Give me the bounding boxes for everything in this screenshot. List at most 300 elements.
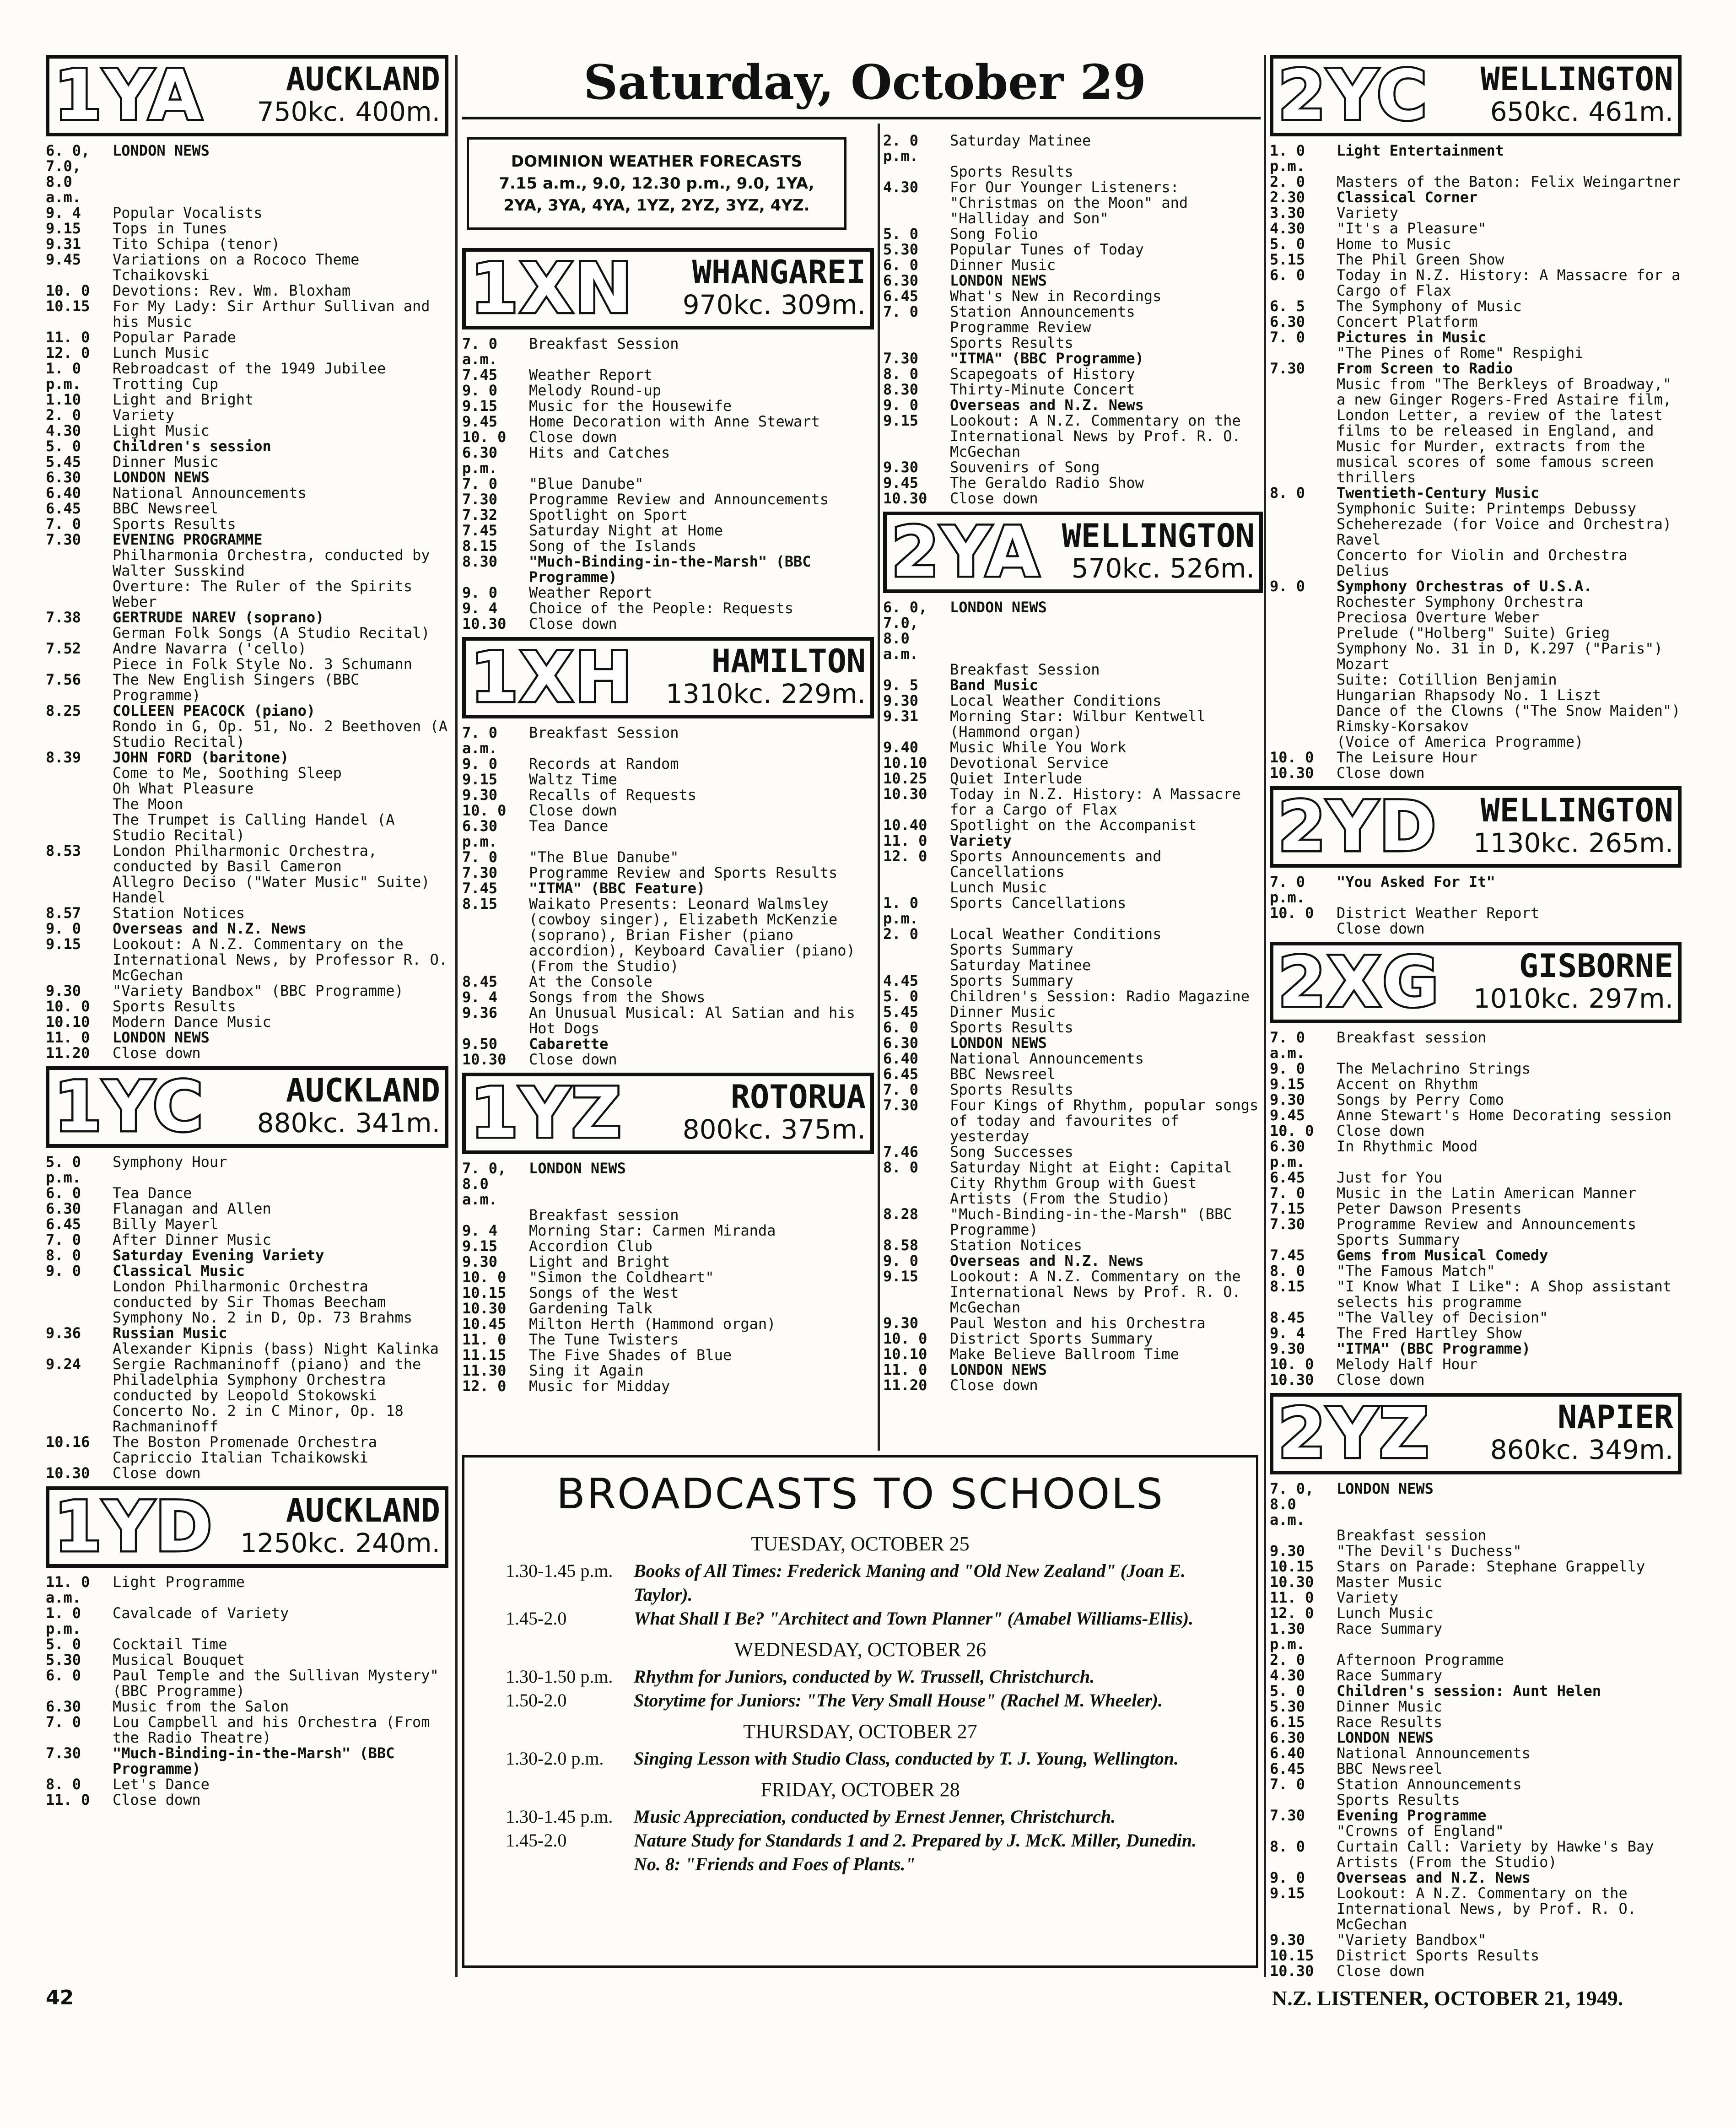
programme-title: "Variety Bandbox" (BBC Programme) [113, 982, 404, 999]
programme-time: 9.30 [883, 459, 919, 476]
programme-item [462, 865, 874, 880]
programme-title: Music from the Salon [113, 1698, 289, 1715]
programme-item [1270, 765, 1682, 781]
station-city: AUCKLAND [286, 1491, 440, 1529]
programme-item [1270, 1714, 1682, 1730]
programme-time: 7.15 [1270, 1200, 1305, 1217]
programme-title: Programme Review and Announcements [529, 491, 829, 508]
programme-time: 8. 0 [1270, 1838, 1305, 1855]
programme-title: Music for the Housewife [529, 397, 732, 415]
station-frequency [211, 1107, 440, 1140]
broadcast-description: Nature Study for Standards 1 and 2. Prepared by J. McK. Miller, Dunedin. No. 8: "Friends and Foes of Plants." [634, 1830, 1197, 1874]
programme-time: 1. 0 p.m. [1270, 142, 1305, 175]
programme-title: LONDON NEWS [950, 1361, 1047, 1378]
programme-time [1270, 345, 1337, 361]
programme-item [462, 1036, 874, 1052]
station-header-box [1270, 55, 1682, 136]
programme-item [46, 625, 448, 641]
weather-title: DOMINION WEATHER FORECASTS [511, 152, 803, 171]
programme-title: At the Console [529, 973, 652, 990]
programme-time: 11. 0 [46, 329, 90, 346]
station-header-box [46, 55, 448, 136]
programme-item [462, 507, 874, 523]
weather-forecast-box [467, 137, 846, 230]
programme-title: Rochester Symphony Orchestra [1337, 593, 1584, 610]
station-info [1447, 947, 1673, 1015]
frequency-kc: 880kc. [257, 1107, 346, 1139]
programme-title: Sports Summary [1337, 1231, 1460, 1248]
programme-time: 9.15 [462, 771, 498, 788]
programme-time: 9.30 [1270, 1931, 1305, 1949]
programme-time: 7.45 [1270, 1247, 1305, 1264]
programme-item [46, 1341, 448, 1356]
station-header-box [462, 1073, 874, 1154]
programme-title: Recalls of Requests [529, 786, 697, 804]
programme-title: Make Believe Ballroom Time [950, 1345, 1179, 1363]
programme-title: "ITMA" (BBC Programme) [950, 350, 1144, 367]
programme-time: 6.15 [1270, 1713, 1305, 1731]
programme-title: Local Weather Conditions [950, 692, 1162, 709]
programme-time [883, 335, 950, 351]
programme-time: 10.25 [883, 770, 927, 787]
programme-time [883, 942, 950, 957]
call-sign: 1YZ [470, 1074, 623, 1153]
programme-title: BBC Newsreel [1337, 1760, 1443, 1777]
programme-title: BBC Newsreel [113, 500, 219, 517]
programme-item [1270, 1885, 1682, 1932]
station-city: AUCKLAND [286, 1071, 440, 1109]
programme-title: Today in N.Z. History: A Massacre for a Cargo of Flax [950, 785, 1241, 818]
programme-time: 6.30 [46, 1698, 81, 1715]
programme-item [1270, 174, 1682, 189]
programme-time: 7.30 [46, 531, 81, 548]
programme-title: Sports Results [950, 163, 1073, 180]
programme-item [883, 133, 1263, 164]
programme-title: Light Music [113, 422, 210, 439]
programme-item [883, 304, 1263, 319]
programme-title: "Much-Binding-in-the-Marsh" (BBC Programme) [950, 1205, 1232, 1238]
programme-title: The Leisure Hour [1337, 749, 1478, 766]
programme-title: Tops in Tunes [113, 220, 227, 237]
programme-time: 8. 0 [883, 1159, 919, 1176]
station-frequency [210, 95, 440, 129]
programme-item [46, 1465, 448, 1481]
programme-title: LONDON NEWS [113, 1029, 210, 1046]
programme-time: 8. 0 [1270, 1262, 1305, 1279]
programme-title: Let's Dance [113, 1776, 210, 1793]
programme-time: 6. 0 [1270, 266, 1305, 284]
station-2YC [1270, 55, 1682, 781]
programme-item [1270, 1123, 1682, 1139]
programme-item [1270, 1061, 1682, 1076]
programme-title: Quiet Interlude [950, 770, 1082, 787]
programme-title: Breakfast Session [529, 724, 679, 741]
frequency-kc: 570kc. [1071, 552, 1161, 584]
programme-title: "Blue Danube" [529, 475, 644, 492]
programme-title: The Boston Promenade Orchestra [113, 1433, 377, 1451]
programme-title: Capriccio Italian Tchaikowski [113, 1449, 368, 1466]
programme-item [46, 999, 448, 1014]
programme-time [1270, 1792, 1337, 1808]
programme-time: 10.16 [46, 1433, 90, 1451]
programme-item [883, 226, 1263, 242]
programme-time: 5.30 [46, 1651, 81, 1668]
programme-title: Variations on a Rococo Theme Tchaikovski [113, 251, 360, 284]
programme-title: The Five Shades of Blue [529, 1346, 732, 1364]
programme-title: GERTRUDE NAREV (soprano) [113, 609, 324, 626]
programme-title: Saturday Matinee [950, 956, 1091, 974]
broadcast-description: What Shall I Be? "Architect and Town Planner" (Amabel Williams-Ellis). [634, 1608, 1194, 1629]
programme-title: Close down [113, 1464, 201, 1482]
station-header-box [462, 637, 874, 718]
programme-time: 10.15 [1270, 1558, 1314, 1575]
programme-item [462, 1301, 874, 1316]
programme-title: Lunch Music [1337, 1604, 1434, 1622]
programme-item [1270, 221, 1682, 236]
programme-time: 6.30 p.m. [462, 817, 498, 850]
programme-item [46, 610, 448, 625]
programme-title: Lunch Music [950, 879, 1047, 896]
programme-item [46, 1216, 448, 1232]
frequency-kc: 750kc. [257, 96, 346, 127]
programme-item [46, 1792, 448, 1808]
programme-title: Dinner Music [1337, 1698, 1443, 1715]
programme-item [883, 1082, 1263, 1097]
programme-time [1270, 687, 1337, 703]
programme-item [883, 693, 1263, 708]
programme-title: Symphony Hour [113, 1153, 227, 1171]
programme-time: 1. 0 p.m. [883, 894, 919, 927]
programme-time: 9. 4 [462, 1222, 498, 1239]
broadcast-description: Books of All Times: Frederick Maning and "Old New Zealand" (Joan E. Taylor). [634, 1560, 1186, 1605]
programme-title: Souvenirs of Song [950, 459, 1100, 476]
programme-title: "The Blue Danube" [529, 848, 679, 866]
programme-time: 9.45 [462, 413, 498, 430]
programme-time [883, 319, 950, 335]
station-header-box [1270, 786, 1682, 868]
programme-item [462, 1161, 874, 1207]
programme-time: 7. 0 [1270, 329, 1305, 346]
broadcast-time: 1.30-1.45 p.m. [506, 1560, 613, 1581]
programme-time [1270, 921, 1337, 936]
programme-title: Allegro Deciso ("Water Music" Suite) Handel [113, 873, 430, 906]
programme-time: 7. 0, 8.0 a.m. [1270, 1480, 1314, 1528]
programme-title: Song Folio [950, 225, 1038, 243]
station-1YD [46, 1486, 448, 1808]
programme-title: Andre Navarra ('cello) [113, 640, 307, 657]
programme-title: Sports Summary [950, 972, 1073, 989]
programme-time: 9. 0 [1270, 1060, 1305, 1077]
programme-item [1270, 516, 1682, 547]
programme-time: 9. 5 [883, 676, 919, 694]
programme-item [1270, 205, 1682, 221]
programme-title: Spotlight on the Accompanist [950, 816, 1197, 834]
programme-time [46, 625, 113, 641]
programme-item [1270, 578, 1682, 594]
programme-time: 9.36 [46, 1324, 81, 1342]
programme-title: London Philharmonic Orchestra conducted by Sir Thomas Beecham [113, 1278, 386, 1311]
programme-time: 10.45 [462, 1315, 507, 1333]
programme-item [1270, 1341, 1682, 1356]
programme-time: 4.30 [1270, 1667, 1305, 1684]
programme-title: District Weather Report [1337, 904, 1540, 922]
programme-time [46, 1341, 113, 1356]
programme-time: 9.36 [462, 1004, 498, 1021]
programme-item [46, 1263, 448, 1279]
programme-title: Just for You [1337, 1169, 1443, 1186]
programme-title: Thirty-Minute Concert [950, 381, 1135, 398]
programme-time [46, 1450, 113, 1465]
programme-time: 7. 0 [46, 515, 81, 533]
schools-schedule [506, 1532, 1215, 1876]
programme-title: Rondo in G, Op. 51, No. 2 Beethoven (A Studio Recital) [113, 718, 448, 750]
programme-title: The Fred Hartley Show [1337, 1324, 1522, 1342]
programme-time: 7. 0 [462, 848, 498, 866]
programme-item [46, 252, 448, 283]
programme-title: LONDON NEWS [950, 272, 1047, 289]
programme-time: 4.30 [883, 178, 919, 196]
programme-title: Weather Report [529, 584, 652, 601]
programme-item [462, 1207, 874, 1223]
programme-item [1270, 329, 1682, 345]
programme-time: 4.30 [1270, 220, 1305, 237]
programme-time: 5.15 [1270, 251, 1305, 268]
broadcast-time: 1.45-2.0 [506, 1608, 567, 1629]
wavelength-m: 526m. [1170, 552, 1255, 584]
programme-time: 5. 0 [46, 1636, 81, 1653]
programme-title: Breakfast session [1337, 1527, 1487, 1544]
programme-item [1270, 547, 1682, 578]
programme-item [1270, 1372, 1682, 1387]
programme-time [1270, 516, 1337, 547]
programme-time: 9.15 [883, 1268, 919, 1285]
programme-time [46, 578, 113, 610]
call-sign: 1YD [54, 1487, 214, 1567]
programme-time [46, 796, 113, 812]
programme-time: 10. 0 [462, 1269, 507, 1286]
programme-item [46, 438, 448, 454]
station-frequency [1435, 95, 1673, 129]
programme-title: Masters of the Baton: Felix Weingartner [1337, 173, 1681, 190]
programme-time: 6.40 [883, 1050, 919, 1067]
programme-title: Home to Music [1337, 235, 1451, 253]
programme-item [46, 1434, 448, 1450]
programme-item [1270, 734, 1682, 750]
programme-time: 9.15 [46, 935, 81, 953]
programme-item [1270, 1263, 1682, 1279]
programme-title: Paul Weston and his Orchestra [950, 1314, 1206, 1332]
programme-time [46, 1403, 113, 1434]
station-city: AUCKLAND [286, 60, 440, 98]
programme-item [1270, 1652, 1682, 1668]
programme-time: 9.15 [462, 397, 498, 415]
programme-item [46, 329, 448, 345]
programme-item [46, 1232, 448, 1247]
programme-title: Close down [950, 1377, 1038, 1394]
programme-time: 9. 0 [46, 1262, 81, 1279]
programme-title: Breakfast session [1337, 1029, 1487, 1046]
programme-time: 9.45 [46, 251, 81, 268]
programme-title: Dinner Music [113, 453, 219, 470]
programme-time: 8.57 [46, 904, 81, 922]
programme-item [883, 335, 1263, 351]
programme-time: 7.30 [462, 491, 498, 508]
wavelength-m: 349m. [1588, 1434, 1673, 1465]
programme-title: Breakfast Session [950, 661, 1100, 678]
programme-time: 10. 0 [462, 802, 507, 819]
programme-item [462, 1347, 874, 1363]
programme-title: District Sports Summary [950, 1330, 1153, 1347]
programme-time: 10. 0 [1270, 749, 1314, 766]
station-1YZ-continued [883, 133, 1263, 506]
programme-item [46, 345, 448, 361]
programme-title: Hungarian Rhapsody No. 1 Liszt [1337, 686, 1601, 704]
programme-title: Concerto for Violin and Orchestra Delius [1337, 546, 1628, 579]
programme-title: Gems from Musical Comedy [1337, 1247, 1548, 1264]
programme-title: The Moon [113, 795, 183, 813]
programme-time: 9.30 [462, 786, 498, 804]
programme-item [883, 1051, 1263, 1066]
programme-item [46, 874, 448, 905]
programme-item [46, 1014, 448, 1030]
programme-item [1270, 1839, 1682, 1870]
programme-item [1270, 1590, 1682, 1605]
programme-item [462, 616, 874, 632]
programme-title: Master Music [1337, 1573, 1443, 1591]
programme-item [46, 983, 448, 999]
programme-item [1270, 485, 1682, 501]
programme-title: "I Know What I Like": A Shop assistant selects his programme [1337, 1278, 1672, 1311]
programme-title: Modern Dance Music [113, 1013, 271, 1031]
programme-time: 10.30 [46, 1464, 90, 1482]
programme-time: 7.30 [46, 1744, 81, 1762]
programme-time: 7. 0 [1270, 1184, 1305, 1202]
programme-time: 11.20 [883, 1377, 927, 1394]
programme-time: 7. 0 p.m. [1270, 873, 1305, 906]
programme-title: Accent on Rhythm [1337, 1075, 1478, 1093]
programme-title: The New English Singers (BBC Programme) [113, 671, 360, 704]
programme-time [1270, 672, 1337, 687]
programme-time: 2. 0 p.m. [883, 132, 919, 165]
programme-time: 7.45 [462, 366, 498, 383]
programme-item [46, 656, 448, 672]
programme-title: Variety [113, 406, 174, 424]
programme-title: What's New in Recordings [950, 287, 1162, 305]
programme-item [46, 1310, 448, 1325]
programme-title: Overseas and N.Z. News [1337, 1869, 1531, 1886]
programme-time: 7. 0 a.m. [462, 335, 498, 368]
station-header-box [1270, 942, 1682, 1023]
programme-item [46, 1714, 448, 1745]
programme-time: 10. 0 [1270, 1355, 1314, 1373]
programme-item [1270, 1279, 1682, 1310]
broadcast-time: 1.30-1.50 p.m. [506, 1666, 613, 1687]
programme-title: Close down [529, 802, 617, 819]
programme-time: 2. 0 [1270, 173, 1305, 190]
programme-title: An Unusual Musical: Al Satian and his Hot Dogs [529, 1004, 855, 1037]
programme-time: 8. 0 [1270, 484, 1305, 502]
programme-item [1270, 1808, 1682, 1823]
programme-item [1270, 1185, 1682, 1201]
programme-title: "It's a Pleasure" [1337, 220, 1487, 237]
programme-time: 9. 0 [46, 920, 81, 937]
programme-item [46, 298, 448, 329]
programme-item [883, 1362, 1263, 1377]
programme-title: COLLEEN PEACOCK (piano) [113, 702, 316, 719]
programme-time: 3.30 [1270, 204, 1305, 221]
programme-time: 9.30 [46, 982, 81, 999]
programme-item [46, 1356, 448, 1403]
programme-time [883, 880, 950, 895]
programme-item [46, 236, 448, 252]
programme-item [1270, 361, 1682, 376]
programme-title: Waltz Time [529, 771, 617, 788]
programme-item [462, 818, 874, 849]
programme-item [46, 1776, 448, 1792]
programme-item [883, 677, 1263, 693]
programme-time [1270, 641, 1337, 672]
programme-time [1270, 1528, 1337, 1543]
programme-item [883, 973, 1263, 988]
programme-item [462, 849, 874, 865]
programme-item [883, 475, 1263, 491]
wavelength-m: 309m. [781, 289, 866, 320]
programme-time: 9.30 [883, 1314, 919, 1332]
frequency-kc: 1010kc. [1473, 983, 1580, 1014]
programme-item [46, 936, 448, 983]
programme-item [462, 1285, 874, 1301]
programme-time: 9.45 [1270, 1107, 1305, 1124]
programme-title: Close down [529, 428, 617, 446]
programme-item [883, 179, 1263, 226]
broadcast-description: Music Appreciation, conducted by Ernest Jenner, Christchurch. [634, 1806, 1116, 1827]
programme-time [46, 656, 113, 672]
programme-time [1270, 547, 1337, 578]
programme-time: 9.31 [883, 707, 919, 725]
station-1XN [462, 248, 874, 632]
programme-time: 9.30 [1270, 1542, 1305, 1560]
programme-title: Spotlight on Sport [529, 506, 688, 524]
schools-title: BROADCASTS TO SCHOOLS [556, 1469, 1165, 1518]
programme-item [462, 1005, 874, 1036]
programme-item [462, 367, 874, 383]
programme-title: Race Results [1337, 1713, 1443, 1731]
programme-time: 7.46 [883, 1143, 919, 1161]
station-1XH [462, 637, 874, 1067]
programme-item [46, 1045, 448, 1061]
weather-line: 7.15 a.m., 9.0, 12.30 p.m., 9.0, 1YA, [499, 174, 814, 193]
programme-item [1270, 625, 1682, 641]
programme-title: Sports Results [1337, 1791, 1460, 1808]
programme-title: Cocktail Time [113, 1636, 227, 1653]
programme-time: 9. 0 [1270, 1869, 1305, 1886]
programme-time: 12. 0 [1270, 1604, 1314, 1622]
programme-item [883, 459, 1263, 475]
programme-title: Alexander Kipnis (bass) Night Kalinka [113, 1340, 439, 1357]
programme-item [46, 1030, 448, 1045]
station-frequency [1047, 552, 1255, 585]
programme-item [462, 1378, 874, 1394]
programme-title: Song of the Islands [529, 537, 697, 555]
programme-item [46, 1745, 448, 1776]
programme-item [883, 771, 1263, 786]
programme-title: Variety [1337, 204, 1398, 221]
programme-title: Dinner Music [950, 256, 1056, 274]
programme-time: 10.30 [462, 1051, 507, 1068]
programme-title: LONDON NEWS [950, 1034, 1047, 1052]
programme-time: 6.30 [46, 1200, 81, 1217]
programme-title: Music from "The Berkleys of Broadway," a new Ginger Rogers-Fred Astaire film, London Letter, a review of the latest films to be released in England, and Music for Murder, extracts from the musical scores of some famous screen thrillers [1337, 375, 1672, 486]
